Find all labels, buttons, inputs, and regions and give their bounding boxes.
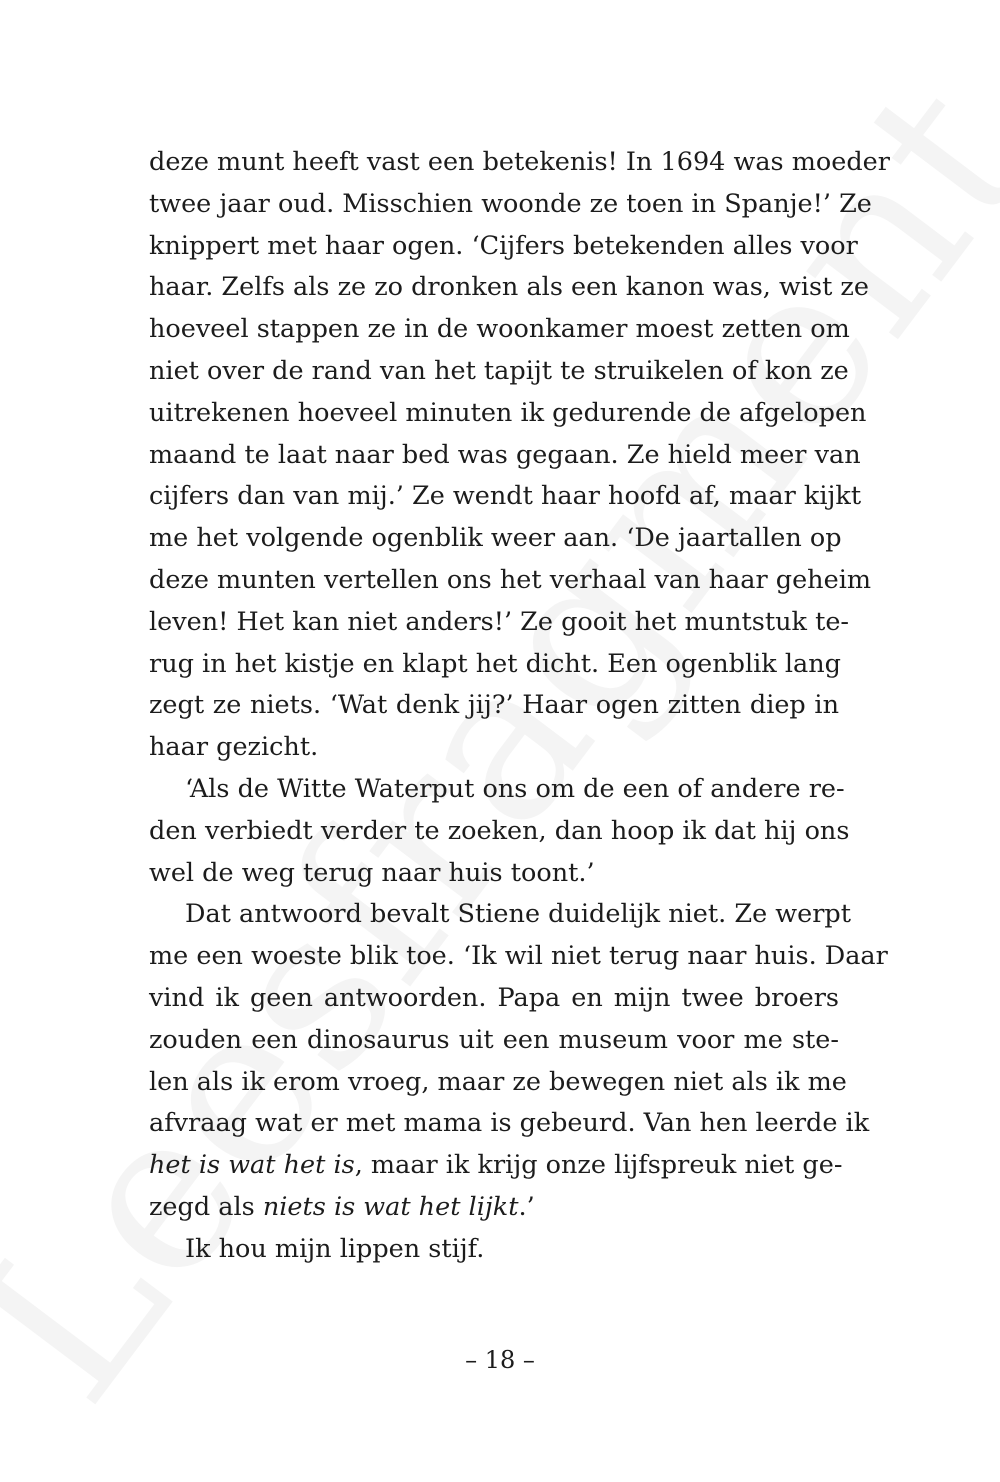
- text-fragment: zegd als: [149, 1191, 263, 1222]
- text-line: deze munt heeft vast een betekenis! In 1694 was moeder: [149, 147, 890, 177]
- text-line: vind ik geen antwoorden. Papa en mijn twee broers: [149, 982, 839, 1013]
- text-fragment: .’: [518, 1191, 535, 1222]
- text-line: knippert met haar ogen. ‘Cijfers betekenden alles voor: [149, 230, 858, 261]
- text-line: maand te laat naar bed was gegaan. Ze hield meer van: [149, 439, 861, 470]
- text-line: haar gezicht.: [149, 732, 319, 763]
- italic-phrase: het is wat het is: [149, 1150, 355, 1181]
- text-line: haar. Zelfs als ze zo dronken als een kanon was, wist ze: [149, 272, 869, 303]
- paragraph-4: [149, 1229, 839, 1271]
- text-line: zouden een dinosaurus uit een museum voor me ste-: [149, 1024, 839, 1055]
- text-line: leven! Het kan niet anders!’ Ze gooit het muntstuk te-: [149, 606, 850, 637]
- text-line: Dat antwoord bevalt Stiene duidelijk niet. Ze werpt: [185, 899, 851, 930]
- paragraph-2: [149, 769, 850, 894]
- paragraph-3: [149, 894, 888, 1228]
- body-text: [149, 142, 890, 1271]
- text-line: rug in het kistje en klapt het dicht. Een ogenblik lang: [149, 648, 841, 679]
- text-line: hoeveel stappen ze in de woonkamer moest zetten om: [149, 314, 850, 345]
- text-line: zegt ze niets. ‘Wat denk jij?’ Haar ogen zitten diep in: [149, 690, 839, 721]
- text-line: me het volgende ogenblik weer aan. ‘De jaartallen op: [149, 523, 842, 554]
- text-line: [149, 1187, 839, 1229]
- text-line: len als ik erom vroeg, maar ze bewegen niet als ik me: [149, 1066, 847, 1097]
- page-number: – 18 –: [465, 1346, 535, 1374]
- text-line: den verbiedt verder te zoeken, dan hoop ik dat hij ons: [149, 815, 850, 846]
- italic-phrase: niets is wat het lijkt: [262, 1191, 519, 1222]
- text-line: deze munten vertellen ons het verhaal van haar geheim: [149, 564, 872, 595]
- text-line: me een woeste blik toe. ‘Ik wil niet terug naar huis. Daar: [149, 941, 888, 972]
- text-line: cijfers dan van mij.’ Ze wendt haar hoofd af, maar kijkt: [149, 481, 862, 512]
- text-line: uitrekenen hoeveel minuten ik gedurende de afgelopen: [149, 397, 867, 428]
- text-line: wel de weg terug naar huis toont.’: [149, 857, 595, 888]
- paragraph-1: [149, 142, 890, 769]
- text-line: ‘Als de Witte Waterput ons om de een of andere re-: [185, 773, 845, 804]
- text-line: niet over de rand van het tapijt te struikelen of kon ze: [149, 355, 849, 386]
- text-line: [149, 1145, 843, 1187]
- text-fragment: , maar ik krijg onze lijfspreuk niet ge-: [354, 1150, 843, 1181]
- text-line: afvraag wat er met mama is gebeurd. Van hen leerde ik: [149, 1108, 870, 1139]
- text-line: Ik hou mijn lippen stijf.: [185, 1233, 485, 1264]
- text-line: twee jaar oud. Misschien woonde ze toen in Spanje!’ Ze: [149, 188, 872, 219]
